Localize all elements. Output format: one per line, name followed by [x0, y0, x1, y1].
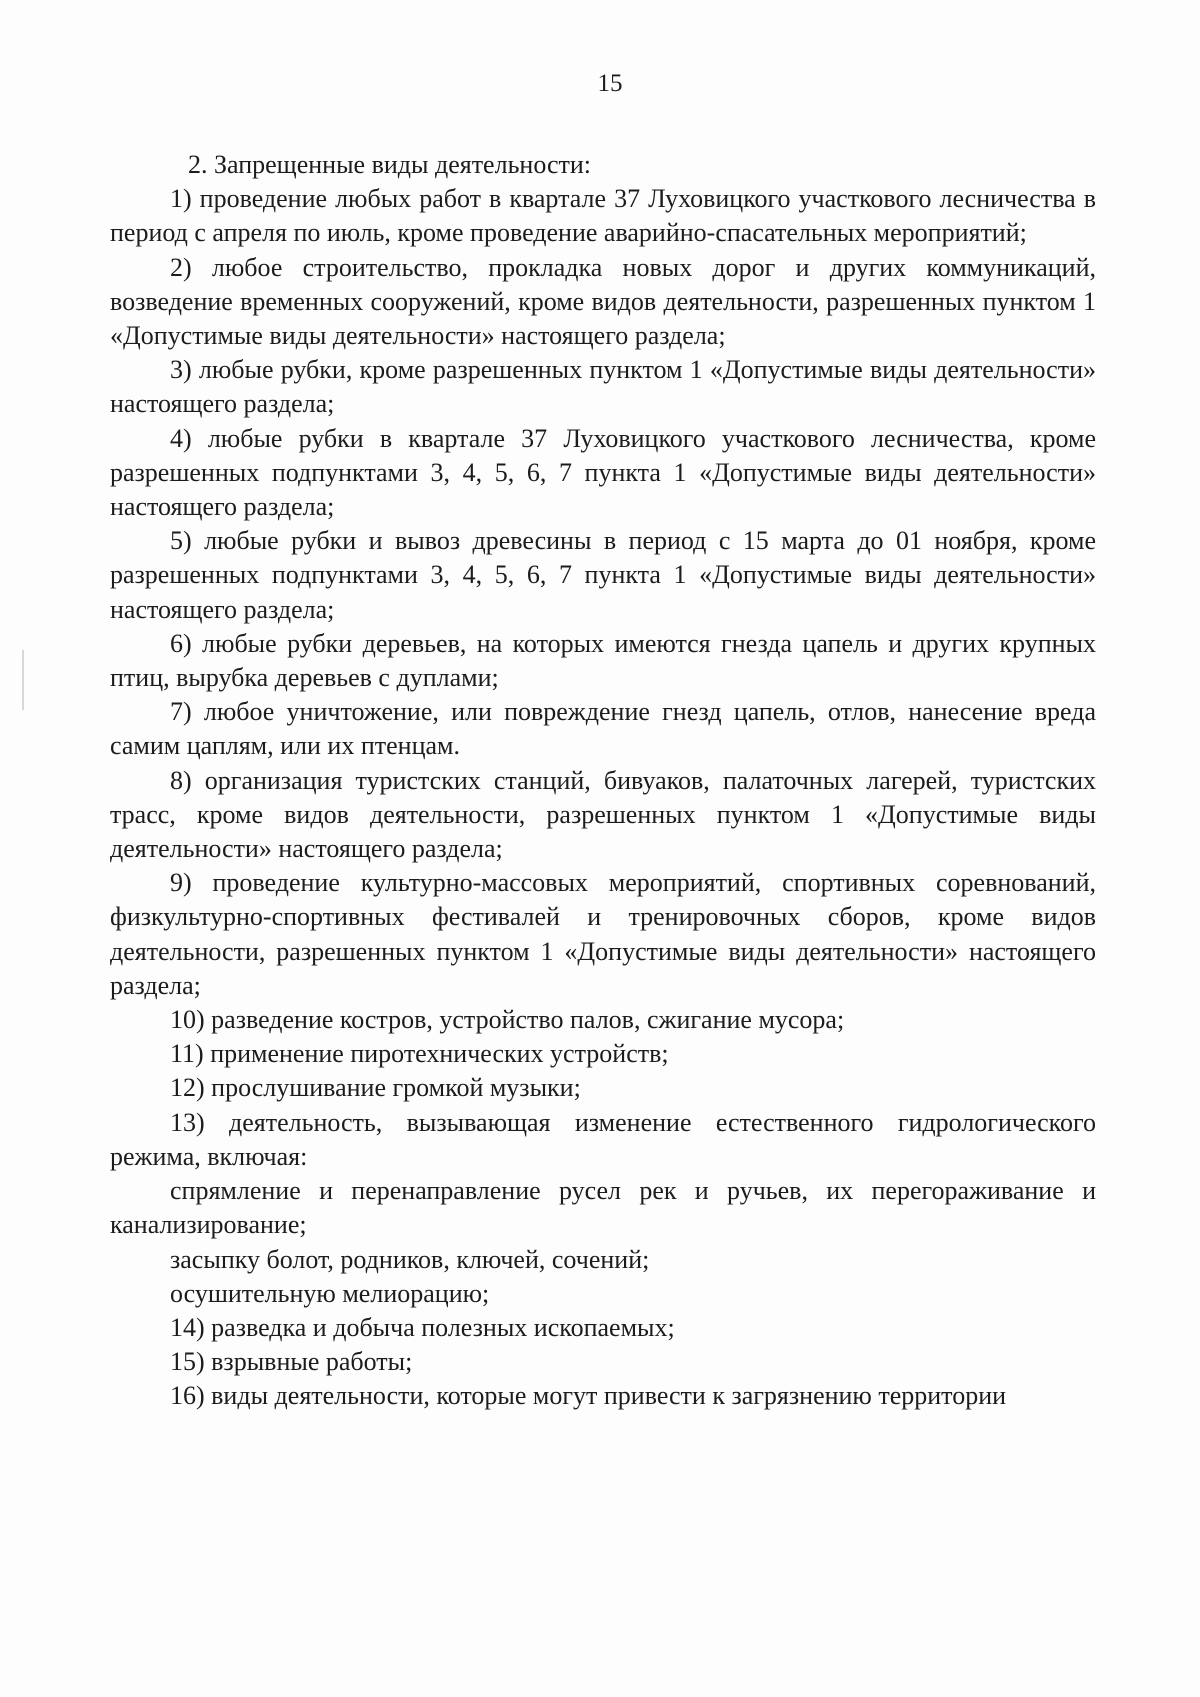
list-item: 8) организация туристских станций, бивуаков, палаточных лагерей, туристских трасс, кроме видов деятельности, разрешенных пунктом 1 «Допустимые виды деятельности» настоящего раздела;: [110, 765, 1096, 864]
scan-artifact: [22, 650, 24, 710]
list-item: 13) деятельность, вызывающая изменение естественного гидрологического режима, включая:: [110, 1107, 1096, 1171]
sub-item: засыпку болот, родников, ключей, сочений;: [170, 1244, 650, 1274]
list-item: 7) любое уничтожение, или повреждение гнезд цапель, отлов, нанесение вреда самим цаплям, или их птенцам.: [110, 697, 1096, 761]
list-item: 6) любые рубки деревьев, на которых имеются гнезда цапель и других крупных птиц, вырубка деревьев с дуплами;: [110, 628, 1096, 693]
document-body: [110, 148, 1096, 1414]
list-item: 10) разведение костров, устройство палов, сжигание мусора;: [170, 1005, 845, 1035]
list-item: 4) любые рубки в квартале 37 Луховицкого участкового лесничества, кроме разрешенных подпунктами 3, 4, 5, 6, 7 пункта 1 «Допустимые виды деятельности» настоящего раздела;: [110, 423, 1096, 522]
list-item: 12) прослушивание громкой музыки;: [170, 1073, 581, 1103]
list-item: 14) разведка и добыча полезных ископаемых;: [170, 1312, 675, 1342]
list-item: 15) взрывные работы;: [170, 1347, 413, 1377]
list-item: 1) проведение любых работ в квартале 37 Луховицкого участкового лесничества в период с апреля по июль, кроме проведение аварийно-спасательных мероприятий;: [110, 184, 1096, 248]
sub-item: спрямление и перенаправление русел рек и ручьев, их перегораживание и канализирование;: [110, 1176, 1096, 1240]
section-heading: 2. Запрещенные виды деятельности:: [188, 150, 592, 179]
list-item: 11) применение пиротехнических устройств;: [170, 1039, 669, 1069]
list-item: 16) виды деятельности, которые могут привести к загрязнению территории: [170, 1381, 1007, 1411]
page-number: 15: [597, 70, 623, 97]
list-item: 9) проведение культурно-массовых мероприятий, спортивных соревнований, физкультурно-спортивных фестивалей и тренировочных сборов, кроме видов деятельности, разрешенных пунктом 1 «Допустимые виды деятельности» настоящего раздела;: [110, 868, 1096, 1000]
list-item: 2) любое строительство, прокладка новых дорог и других коммуникаций, возведение временных сооружений, кроме видов деятельности, разрешенных пунктом 1 «Допустимые виды деятельности» настоящего раздела;: [110, 252, 1096, 351]
sub-item: осушительную мелиорацию;: [170, 1278, 490, 1308]
list-item: 3) любые рубки, кроме разрешенных пунктом 1 «Допустимые виды деятельности» настоящего раздела;: [110, 355, 1096, 419]
list-item: 5) любые рубки и вывоз древесины в период с 15 марта до 01 ноября, кроме разрешенных подпунктами 3, 4, 5, 6, 7 пункта 1 «Допустимые виды деятельности» настоящего раздела;: [110, 526, 1096, 624]
